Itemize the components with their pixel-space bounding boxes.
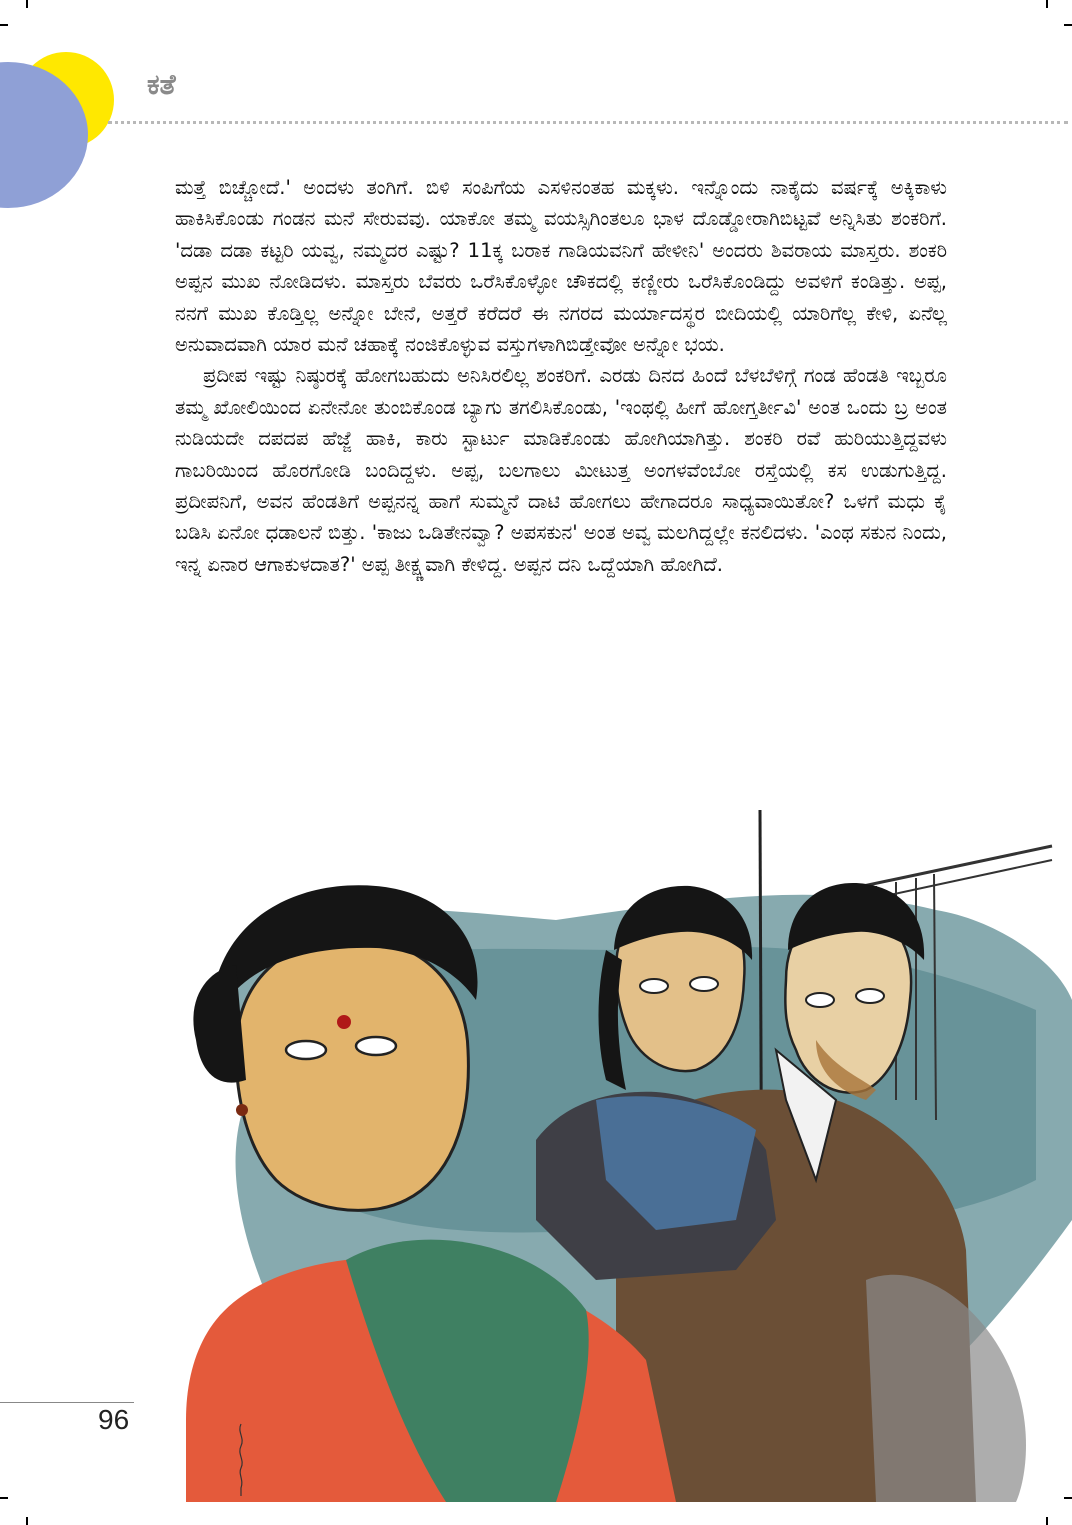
paragraph: ಮತ್ತೆ ಬಿಚ್ಚೋದೆ.' ಅಂದಳು ತಂಗಿಗೆ. ಬಿಳಿ ಸಂಪಿಗೆಯ ಎಸಳಿನಂತಹ ಮಕ್ಕಳು. ಇನ್ನೊಂದು ನಾಕೈದು ವರ್ಷಕ್ಕೆ ಅಕ್ಕಿಕಾಳು ಹಾಕಿಸಿಕೊಂಡು ಗಂಡನ ಮನೆ ಸೇರುವವು. ಯಾಕೋ ತಮ್ಮ ವಯಸ್ಸಿಗಿಂತಲೂ ಭಾಳ ದೊಡ್ಡೋರಾಗಿಬಿಟ್ಟವೆ ಅನ್ನಿಸಿತು ಶಂಕರಿಗೆ. 'ದಡಾ ದಡಾ ಕಟ್ಟರಿ ಯವ್ವ, ನಮ್ಮದರ ಎಷ್ಟು? 11ಕ್ಕ ಬರಾಕ ಗಾಡಿಯವನಿಗೆ ಹೇಳೀನಿ' ಅಂದರು ಶಿವರಾಯ ಮಾಸ್ತರು. ಶಂಕರಿ ಅಪ್ಪನ ಮುಖ ನೋಡಿದಳು. ಮಾಸ್ತರು ಬೆವರು ಒರೆಸಿಕೊಳ್ಳೋ ಚೌಕದಲ್ಲಿ ಕಣ್ಣೀರು ಒರೆಸಿಕೊಂಡಿದ್ದು ಅವಳಿಗೆ ಕಂಡಿತ್ತು. ಅಪ್ಪ, ನನಗೆ ಮುಖ ಕೊಡ್ತಿಲ್ಲ ಅನ್ನೋ ಬೇನೆ, ಅತ್ತರೆ ಕರೆದರೆ ಈ ನಗರದ ಮರ್ಯಾದಸ್ಥರ ಬೀದಿಯಲ್ಲಿ ಯಾರಿಗೆಲ್ಲ ಕೇಳಿ, ಏನೆಲ್ಲ ಅನುವಾದವಾಗಿ ಯಾರ ಮನೆ ಚಹಾಕ್ಕೆ ನಂಜಿಕೊಳ್ಳುವ ವಸ್ತುಗಳಾಗಿಬಿಡ್ತೇವೋ ಅನ್ನೋ ಭಯ.: [175, 176, 947, 357]
crop-mark: [1046, 0, 1048, 8]
story-text: [175, 172, 947, 580]
page-number: 96: [98, 1404, 130, 1435]
crop-mark: [0, 24, 8, 26]
page-number-rule: [0, 1402, 134, 1403]
crop-mark: [1046, 1517, 1048, 1525]
paragraph: ಪ್ರದೀಪ ಇಷ್ಟು ನಿಷ್ಠುರಕ್ಕೆ ಹೋಗಬಹುದು ಅನಿಸಿರಲಿಲ್ಲ ಶಂಕರಿಗೆ. ಎರಡು ದಿನದ ಹಿಂದೆ ಬೆಳಬೆಳಿಗ್ಗೆ ಗಂಡ ಹೆಂಡತಿ ಇಬ್ಬರೂ ತಮ್ಮ ಖೋಲಿಯಿಂದ ಏನೇನೋ ತುಂಬಿಕೊಂಡ ಬ್ಯಾಗು ತಗಲಿಸಿಕೊಂಡು, 'ಇಂಥಲ್ಲಿ ಹೀಗೆ ಹೋಗ್ತರ್ತೀವಿ' ಅಂತ ಒಂದು ಬ್ರ ಅಂತ ನುಡಿಯದೇ ದಪದಪ ಹೆಜ್ಜೆ ಹಾಕಿ, ಕಾರು ಸ್ಟಾರ್ಟು ಮಾಡಿಕೊಂಡು ಹೋಗಿಯಾಗಿತ್ತು. ಶಂಕರಿ ರವೆ ಹುರಿಯುತ್ತಿದ್ದವಳು ಗಾಬರಿಯಿಂದ ಹೊರಗೋಡಿ ಬಂದಿದ್ದಳು. ಅಪ್ಪ, ಬಲಗಾಲು ಮೀಟುತ್ತ ಅಂಗಳವೆಂಬೋ ರಸ್ತೆಯಲ್ಲಿ ಕಸ ಉಡುಗುತ್ತಿದ್ದ. ಪ್ರದೀಪನಿಗೆ, ಅವನ ಹೆಂಡತಿಗೆ ಅಪ್ಪನನ್ನ ಹಾಗೆ ಸುಮ್ಮನೆ ದಾಟಿ ಹೋಗಲು ಹೇಗಾದರೂ ಸಾಧ್ಯವಾಯಿತೋ? ಒಳಗೆ ಮಧು ಕೈ ಬಡಿಸಿ ಏನೋ ಧಡಾಲನೆ ಬಿತ್ತು. 'ಕಾಜು ಒಡಿತೇನವ್ವಾ? ಅಪಸಕುನ' ಅಂತ ಅವ್ವ ಮಲಗಿದ್ದಲ್ಲೇ ಕನಲಿದಳು. 'ಎಂಥ ಸಕುನ ನಿಂದು, ಇನ್ನ ಏನಾರ ಆಗಾಕುಳದಾತ?' ಅಪ್ಪ ತೀಕ್ಷ್ಣವಾಗಿ ಕೇಳಿದ್ದ. ಅಪ್ಪನ ದನಿ ಒದ್ದೆಯಾಗಿ ಹೋಗಿದೆ.: [175, 364, 947, 576]
header-dotted-rule: [108, 121, 1068, 124]
crop-mark: [1064, 24, 1072, 26]
story-illustration: [176, 800, 1072, 1502]
section-label: ಕತೆ: [147, 68, 176, 101]
artist-signature: [234, 1422, 248, 1498]
crop-mark: [0, 1497, 8, 1499]
crop-mark: [26, 1517, 28, 1525]
crop-mark: [26, 0, 28, 8]
